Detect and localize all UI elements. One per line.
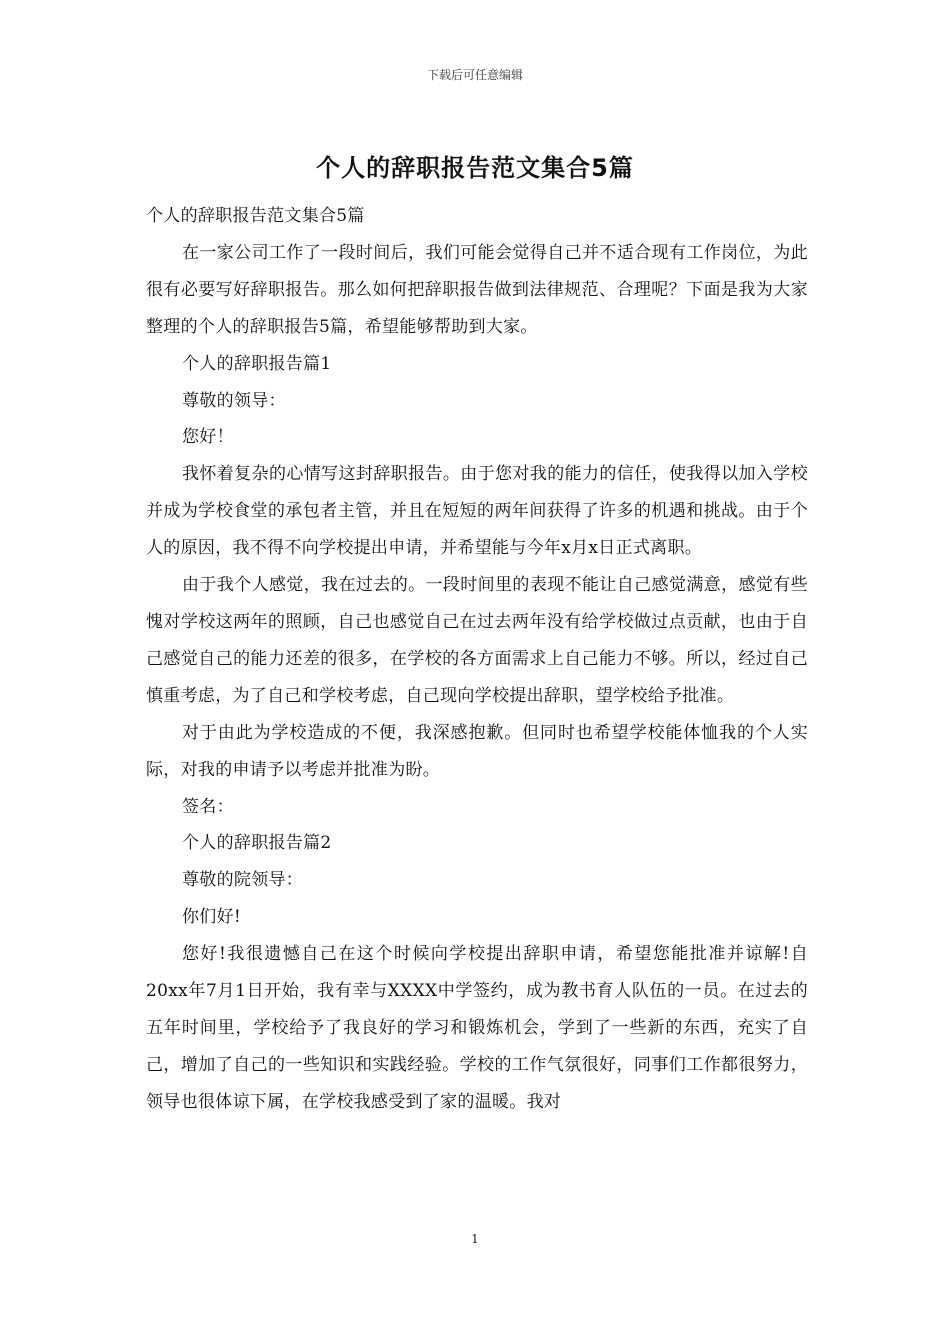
paragraph-body-1c: 对于由此为学校造成的不便，我深感抱歉。但同时也希望学校能体恤我的个人实际，对我的申请予以考虑并批准为盼。 [146,722,808,780]
page-number: 1 [471,1232,479,1246]
paragraph-intro: 在一家公司工作了一段时间后，我们可能会觉得自己并不适合现有工作岗位，为此很有必要写好辞职报告。那么如何把辞职报告做到法律规范、合理呢？下面是我为大家整理的个人的辞职报告5篇，希望能够帮助到大家。 [146,242,808,337]
paragraph-body-1a: 我怀着复杂的心情写这封辞职报告。由于您对我的能力的信任，使我得以加入学校并成为学校食堂的承包者主管，并且在短短的两年间获得了许多的机遇和挑战。由于个人的原因，我不得不向学校提出申请，并希望能与今年x月x日正式离职。 [146,464,808,559]
paragraph-body-2a: 您好!我很遗憾自己在这个时候向学校提出辞职申请，希望您能批准并谅解!自20xx年7月1日开始，我有幸与XXXX中学签约，成为教书育人队伍的一员。在过去的五年时间里，学校给予了我良好的学习和锻炼机会，学到了一些新的东西，充实了自己，增加了自己的一些知识和实践经验。学校的工作气氛很好，同事们工作都很努力，领导也很体谅下属，在学校我感受到了家的温暖。我对 [146,944,808,1112]
paragraph-subtitle: 个人的辞职报告范文集合5篇 [146,206,365,226]
section-heading-2: 个人的辞职报告篇2 [182,833,332,854]
salutation-2: 尊敬的院领导： [182,870,304,891]
section-heading-1: 个人的辞职报告篇1 [182,353,332,374]
greeting-2: 你们好! [182,907,242,928]
greeting-1: 您好！ [182,427,234,448]
document-body [146,198,808,1121]
signature-line: 签名： [182,796,234,817]
paragraph-body-1b: 由于我个人感觉，我在过去的。一段时间里的表现不能让自己感觉满意，感觉有些愧对学校这两年的照顾，自己也感觉自己在过去两年没有给学校做过点贡献，也由于自己感觉自己的能力还差的很多，在学校的各方面需求上自己能力不够。所以，经过自己慎重考虑，为了自己和学校考虑，自己现向学校提出辞职，望学校给予批准。 [146,575,808,706]
salutation-1: 尊敬的领导： [182,390,286,411]
header-note: 下载后可任意编辑 [426,68,523,82]
document-title: 个人的辞职报告范文集合5篇 [316,154,634,182]
